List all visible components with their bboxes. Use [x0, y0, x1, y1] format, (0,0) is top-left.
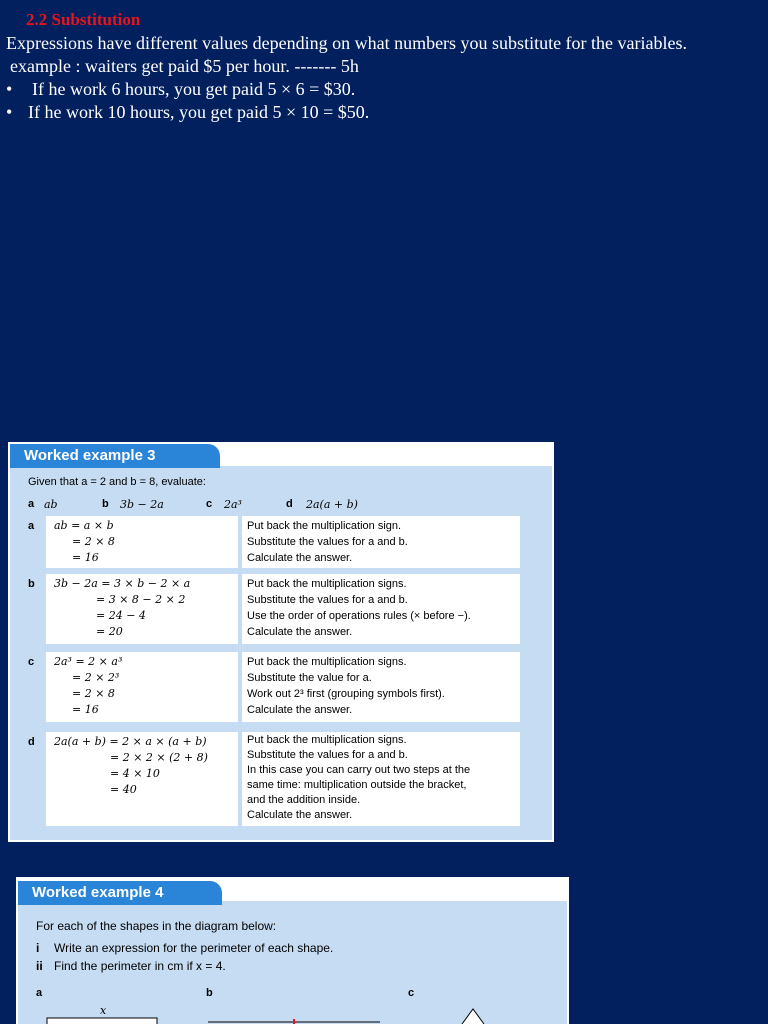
step-text: Write an expression for the perimeter of each shape.	[54, 941, 334, 955]
line-shape	[206, 1017, 382, 1024]
step-label: i	[36, 941, 40, 955]
working-line: = 3 × 8 − 2 × 2	[96, 593, 186, 606]
notes-box	[242, 732, 520, 826]
working-line: = 2 × 2 × (2 + 8)	[110, 751, 208, 764]
note-line: Put back the multiplication signs.	[247, 734, 407, 746]
worked-example-4-intro: For each of the shapes in the diagram below:	[36, 919, 277, 933]
shape-label: a	[36, 987, 43, 999]
question-label: c	[206, 498, 213, 510]
working-line: = 16	[72, 551, 99, 564]
working-line: = 4 × 10	[110, 767, 160, 780]
question-label: b	[102, 498, 109, 510]
part-label: d	[28, 736, 35, 748]
notes-box	[242, 574, 520, 644]
note-line: Substitute the values for a and b.	[247, 594, 408, 606]
working-line: 2a(a + b) = 2 × a × (a + b)	[54, 735, 207, 748]
note-line: Put back the multiplication signs.	[247, 578, 407, 590]
working-line: 2a³ = 2 × a³	[54, 655, 123, 668]
question-row	[28, 498, 528, 514]
note-line: same time: multiplication outside the bracket,	[247, 779, 467, 791]
step-row	[36, 959, 556, 975]
bullet-glyph: •	[6, 102, 13, 122]
question-label: a	[28, 498, 35, 510]
section-heading: 2.2 Substitution	[26, 10, 141, 29]
bullet-text: If he work 10 hours, you get paid 5 × 10 = $50.	[28, 102, 370, 122]
rectangle-shape	[46, 1017, 158, 1024]
note-line: Put back the multiplication signs.	[247, 656, 407, 668]
note-line: Substitute the value for a.	[247, 672, 372, 684]
triangle-shape	[460, 1007, 486, 1024]
working-line: = 2 × 8	[72, 535, 115, 548]
bullet-glyph: •	[6, 79, 13, 99]
step-label: ii	[36, 959, 43, 973]
worked-example-3-title: Worked example 3	[10, 444, 220, 468]
note-line: In this case you can carry out two steps at the	[247, 764, 471, 776]
note-line: Work out 2³ first (grouping symbols first).	[247, 688, 445, 700]
working-box	[46, 732, 238, 826]
question-expr: 3b − 2a	[120, 498, 164, 511]
part-label: c	[28, 656, 35, 668]
working-line: = 24 − 4	[96, 609, 146, 622]
step-text: Find the perimeter in cm if x = 4.	[54, 959, 226, 973]
working-line: = 40	[110, 783, 137, 796]
bullet-item	[6, 78, 758, 101]
shape-label: b	[206, 987, 213, 999]
working-box	[46, 652, 238, 722]
worked-example-3-panel	[8, 442, 554, 842]
bullet-text: If he work 6 hours, you get paid 5 × 6 = $30.	[32, 79, 356, 99]
note-line: Calculate the answer.	[247, 552, 353, 564]
part-label: b	[28, 578, 35, 590]
notes-box	[242, 516, 520, 568]
working-line: = 16	[72, 703, 99, 716]
worked-example-4-title: Worked example 4	[18, 881, 222, 905]
bullet-item	[6, 101, 758, 124]
note-line: Calculate the answer.	[247, 704, 353, 716]
note-line: Put back the multiplication sign.	[247, 520, 402, 532]
example-line: example : waiters get paid $5 per hour. ------- 5h	[10, 56, 359, 76]
working-line: = 20	[96, 625, 123, 638]
question-expr: ab	[44, 498, 58, 511]
note-line: Use the order of operations rules (× before −).	[247, 610, 471, 622]
intro-paragraph: Expressions have different values depending on what numbers you substitute for the variables.	[6, 33, 688, 53]
note-line: Substitute the values for a and b.	[247, 749, 408, 761]
step-row	[36, 941, 556, 957]
notes-box	[242, 652, 520, 722]
part-label: a	[28, 520, 35, 532]
shape-label: c	[408, 987, 415, 999]
note-line: Calculate the answer.	[247, 626, 353, 638]
question-label: d	[286, 498, 293, 510]
working-line: ab = a × b	[54, 519, 114, 532]
note-line: Substitute the values for a and b.	[247, 536, 408, 548]
working-line: 3b − 2a = 3 × b − 2 × a	[54, 577, 191, 590]
worked-example-3-intro: Given that a = 2 and b = 8, evaluate:	[28, 476, 206, 488]
variable-label: x	[100, 1004, 107, 1017]
note-line: Calculate the answer.	[247, 809, 353, 821]
working-line: = 2 × 8	[72, 687, 115, 700]
question-expr: 2a(a + b)	[306, 498, 358, 511]
note-line: and the addition inside.	[247, 794, 361, 806]
working-line: = 2 × 2³	[72, 671, 120, 684]
worked-example-4-panel	[16, 877, 569, 1024]
slide-text-block	[6, 8, 758, 124]
question-expr: 2a³	[224, 498, 242, 511]
working-box	[46, 574, 238, 644]
working-box	[46, 516, 238, 568]
